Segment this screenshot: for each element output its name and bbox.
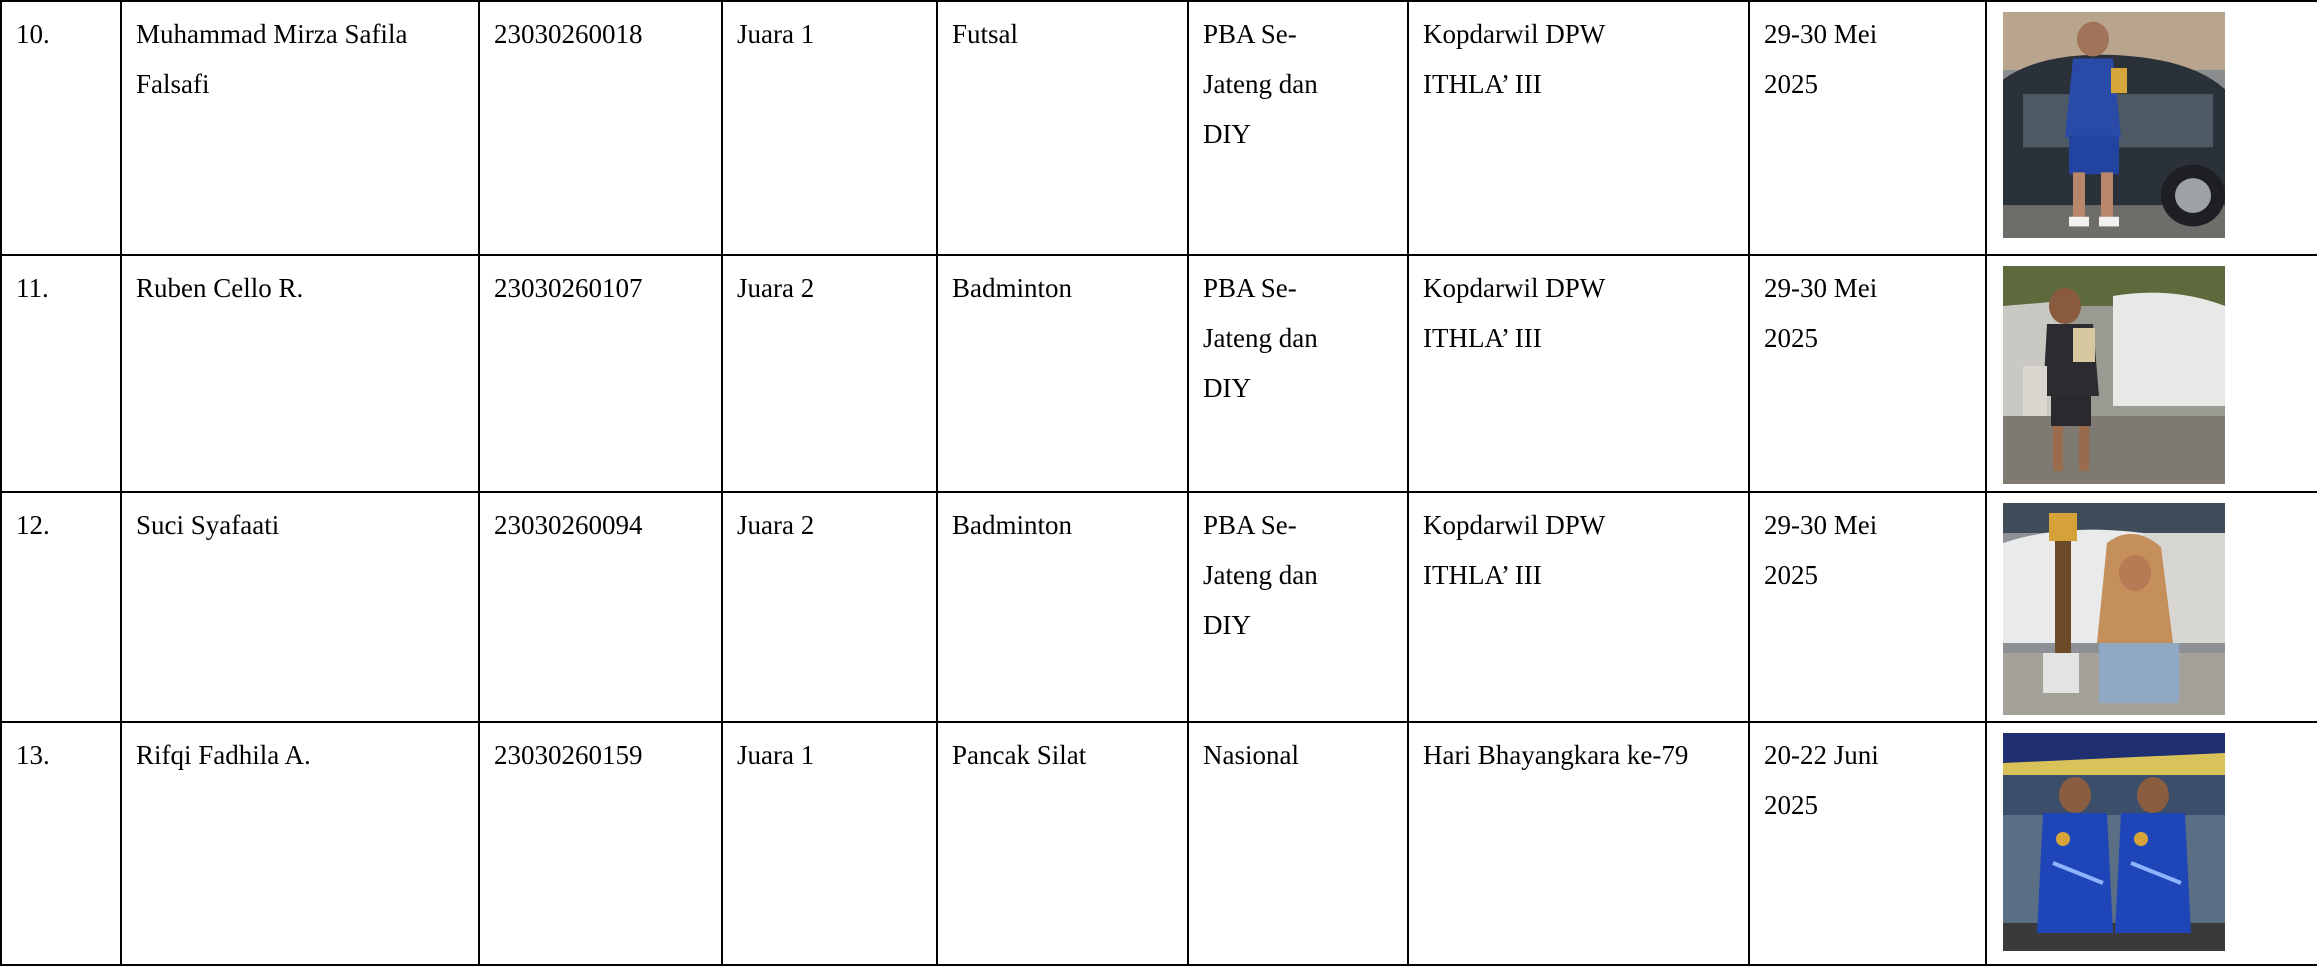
- cell-name: [121, 722, 479, 965]
- cell-number: [1, 722, 121, 965]
- photo-two-silat-athletes-with-medals: [2003, 733, 2225, 951]
- level-line: PBA Se-: [1203, 19, 1297, 49]
- level-line: PBA Se-: [1203, 510, 1297, 540]
- level-line: DIY: [1203, 119, 1251, 149]
- cell-rank: [722, 255, 937, 492]
- cell-date: [1749, 255, 1986, 492]
- cell-event: [1408, 722, 1749, 965]
- cell-nim: [479, 722, 722, 965]
- cell-photo: [1986, 255, 2317, 492]
- date-line: 29-30 Mei: [1764, 19, 1878, 49]
- photo-futsal-player-with-trophy-beside-car: [2003, 12, 2225, 238]
- cell-number: [1, 1, 121, 255]
- table-row: [1, 255, 2317, 492]
- cell-nim: [479, 1, 722, 255]
- cell-date: [1749, 722, 1986, 965]
- cell-sport: [937, 1, 1188, 255]
- level-line: PBA Se-: [1203, 273, 1297, 303]
- event-line: Kopdarwil DPW: [1423, 510, 1606, 540]
- row-number: 13.: [16, 740, 50, 770]
- sport-label: Badminton: [952, 273, 1072, 303]
- date-line: 2025: [1764, 69, 1818, 99]
- cell-rank: [722, 1, 937, 255]
- date-line: 2025: [1764, 323, 1818, 353]
- cell-sport: [937, 255, 1188, 492]
- row-number: 10.: [16, 19, 50, 49]
- date-line: 20-22 Juni: [1764, 740, 1879, 770]
- cell-date: [1749, 492, 1986, 722]
- cell-name: [121, 1, 479, 255]
- event-line: ITHLA’ III: [1423, 560, 1542, 590]
- event-line: Hari Bhayangkara ke-79: [1423, 740, 1689, 770]
- cell-rank: [722, 722, 937, 965]
- cell-sport: [937, 722, 1188, 965]
- row-number: 12.: [16, 510, 50, 540]
- student-name-line: Rifqi Fadhila A.: [136, 740, 311, 770]
- table-row: [1, 492, 2317, 722]
- cell-level: [1188, 722, 1408, 965]
- cell-date: [1749, 1, 1986, 255]
- student-name-line: Ruben Cello R.: [136, 273, 304, 303]
- event-line: ITHLA’ III: [1423, 323, 1542, 353]
- student-id: 23030260018: [494, 19, 643, 49]
- level-line: DIY: [1203, 373, 1251, 403]
- date-line: 29-30 Mei: [1764, 273, 1878, 303]
- row-number: 11.: [16, 273, 49, 303]
- rank-label: Juara 1: [737, 19, 815, 49]
- cell-sport: [937, 492, 1188, 722]
- date-line: 29-30 Mei: [1764, 510, 1878, 540]
- student-name-line: Falsafi: [136, 69, 210, 99]
- cell-level: [1188, 255, 1408, 492]
- cell-photo: [1986, 492, 2317, 722]
- level-line: Jateng dan: [1203, 69, 1318, 99]
- student-name-line: Suci Syafaati: [136, 510, 280, 540]
- cell-level: [1188, 1, 1408, 255]
- table-row: [1, 722, 2317, 965]
- cell-event: [1408, 492, 1749, 722]
- cell-event: [1408, 255, 1749, 492]
- cell-number: [1, 255, 121, 492]
- cell-level: [1188, 492, 1408, 722]
- rank-label: Juara 1: [737, 740, 815, 770]
- cell-photo: [1986, 722, 2317, 965]
- photo-hijab-athlete-with-trophy: [2003, 503, 2225, 715]
- level-line: Nasional: [1203, 740, 1299, 770]
- level-line: Jateng dan: [1203, 323, 1318, 353]
- cell-name: [121, 255, 479, 492]
- date-line: 2025: [1764, 560, 1818, 590]
- photo-badminton-player-with-trophy: [2003, 266, 2225, 484]
- sport-label: Futsal: [952, 19, 1019, 49]
- event-line: Kopdarwil DPW: [1423, 19, 1606, 49]
- sport-label: Pancak Silat: [952, 740, 1087, 770]
- sport-label: Badminton: [952, 510, 1072, 540]
- level-line: Jateng dan: [1203, 560, 1318, 590]
- cell-name: [121, 492, 479, 722]
- table-row: [1, 1, 2317, 255]
- event-line: Kopdarwil DPW: [1423, 273, 1606, 303]
- rank-label: Juara 2: [737, 273, 815, 303]
- student-id: 23030260094: [494, 510, 643, 540]
- student-id: 23030260159: [494, 740, 643, 770]
- rank-label: Juara 2: [737, 510, 815, 540]
- cell-nim: [479, 492, 722, 722]
- level-line: DIY: [1203, 610, 1251, 640]
- event-line: ITHLA’ III: [1423, 69, 1542, 99]
- date-line: 2025: [1764, 790, 1818, 820]
- cell-rank: [722, 492, 937, 722]
- cell-event: [1408, 1, 1749, 255]
- student-name-line: Muhammad Mirza Safila: [136, 19, 408, 49]
- cell-number: [1, 492, 121, 722]
- cell-nim: [479, 255, 722, 492]
- cell-photo: [1986, 1, 2317, 255]
- student-id: 23030260107: [494, 273, 643, 303]
